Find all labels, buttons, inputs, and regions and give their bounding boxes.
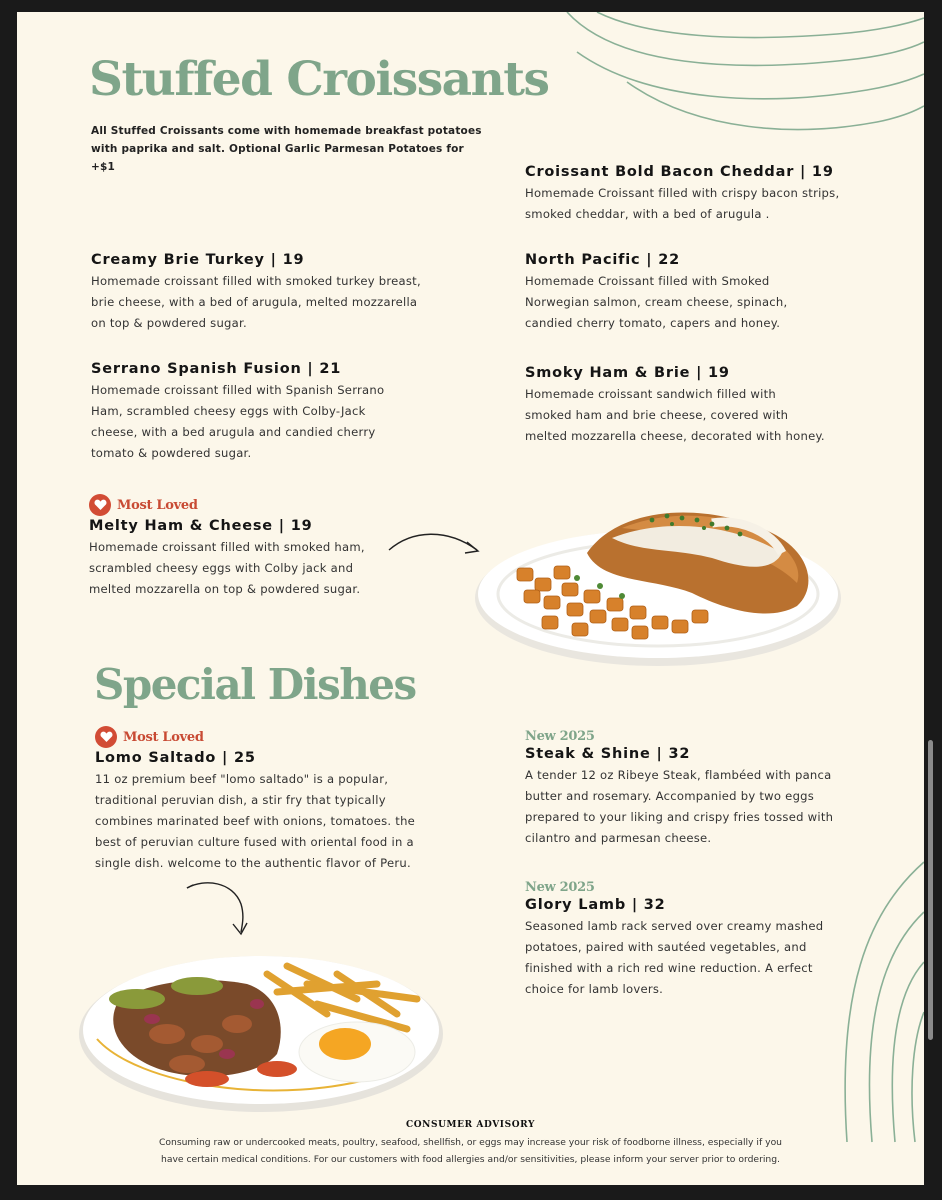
heart-icon [89,494,111,516]
most-loved-badge [89,494,429,516]
item-name: Melty Ham & Cheese | 19 [89,518,313,534]
item-name: Glory Lamb | 32 [525,897,666,913]
menu-item-serrano-spanish-fusion [91,361,431,464]
badge-label: Most Loved [123,729,204,745]
item-name: Creamy Brie Turkey | 19 [91,252,305,268]
item-description: Homemade croissant filled with smoked ham, scrambled cheesy eggs with Colby jack and melted mozzarella on top & powdered sugar. [89,540,365,596]
advisory-line-1: Consuming raw or undercooked meats, poultry, seafood, shellfish, or eggs may increase your risk of foodborne illness, especially if you [158,1137,783,1148]
scrollbar[interactable] [928,740,933,1040]
menu-item-glory-lamb [525,880,865,1000]
section-title-stuffed-croissants: Stuffed Croissants [89,52,549,107]
decorative-lines-top [537,12,924,162]
menu-item-smoky-ham-brie [525,365,865,447]
most-loved-badge [95,726,435,748]
section-title-special-dishes: Special Dishes [94,660,416,709]
arrow-icon [185,880,255,938]
menu-item-melty-ham-cheese [89,494,429,600]
item-description: Homemade croissant sandwich filled with smoked ham and brie cheese, covered with melted mozzarella cheese, decorated with honey. [525,387,825,443]
item-description: Homemade croissant filled with Spanish Serrano Ham, scrambled cheesy eggs with Colby-Jack cheese, with a bed arugula and candied cherry tomato & powdered sugar. [91,383,385,460]
menu-item-croissant-bold-bacon-cheddar [525,164,865,225]
new-2025-tag: New 2025 [525,729,595,744]
advisory-title: CONSUMER ADVISORY [405,1120,535,1130]
croissant-plate-image [472,498,844,668]
item-description: 11 oz premium beef "lomo saltado" is a popular, traditional peruvian dish, a stir fry that typically combines marinated beef with onions, tomatoes. the best of peruvian culture fused with oriental food in a single dish. welcome to the authentic flavor of Peru. [95,772,416,870]
new-2025-tag: New 2025 [525,880,595,895]
item-description: Homemade Croissant filled with crispy bacon strips, smoked cheddar, with a bed of arugula . [525,186,840,221]
section-intro: All Stuffed Croissants come with homemade breakfast potatoes with paprika and salt. Optional Garlic Parmesan Potatoes for +$1 [91,125,482,173]
item-description: Homemade croissant filled with smoked turkey breast, brie cheese, with a bed of arugula, melted mozzarella on top & powdered sugar. [91,274,421,330]
item-description: A tender 12 oz Ribeye Steak, flambéed with panca butter and rosemary. Accompanied by two eggs prepared to your liking and crispy fries tossed with cilantro and parmesan cheese. [525,768,834,845]
item-name: Smoky Ham & Brie | 19 [525,365,730,381]
item-name: North Pacific | 22 [525,252,680,268]
menu-item-steak-shine [525,729,865,849]
item-description: Homemade Croissant filled with Smoked Norwegian salmon, cream cheese, spinach, candied cherry tomato, capers and honey. [525,274,788,330]
heart-icon [95,726,117,748]
menu-item-north-pacific [525,252,865,334]
menu-item-creamy-brie-turkey [91,252,431,334]
item-name: Serrano Spanish Fusion | 21 [91,361,342,377]
menu-page [17,12,924,1185]
consumer-advisory [17,1120,924,1168]
item-description: Seasoned lamb rack served over creamy mashed potatoes, paired with sautéed vegetables, and finished with a rich red wine reduction. A erfect choice for lamb lovers. [525,919,824,996]
item-name: Steak & Shine | 32 [525,746,691,762]
item-name: Lomo Saltado | 25 [95,750,256,766]
lomo-saltado-plate-image [77,944,447,1114]
badge-label: Most Loved [117,497,198,513]
advisory-line-2: have certain medical conditions. For our customers with food allergies and/or sensitivities, please inform your server prior to ordering. [161,1154,780,1165]
menu-item-lomo-saltado [95,726,435,874]
item-name: Croissant Bold Bacon Cheddar | 19 [525,164,834,180]
